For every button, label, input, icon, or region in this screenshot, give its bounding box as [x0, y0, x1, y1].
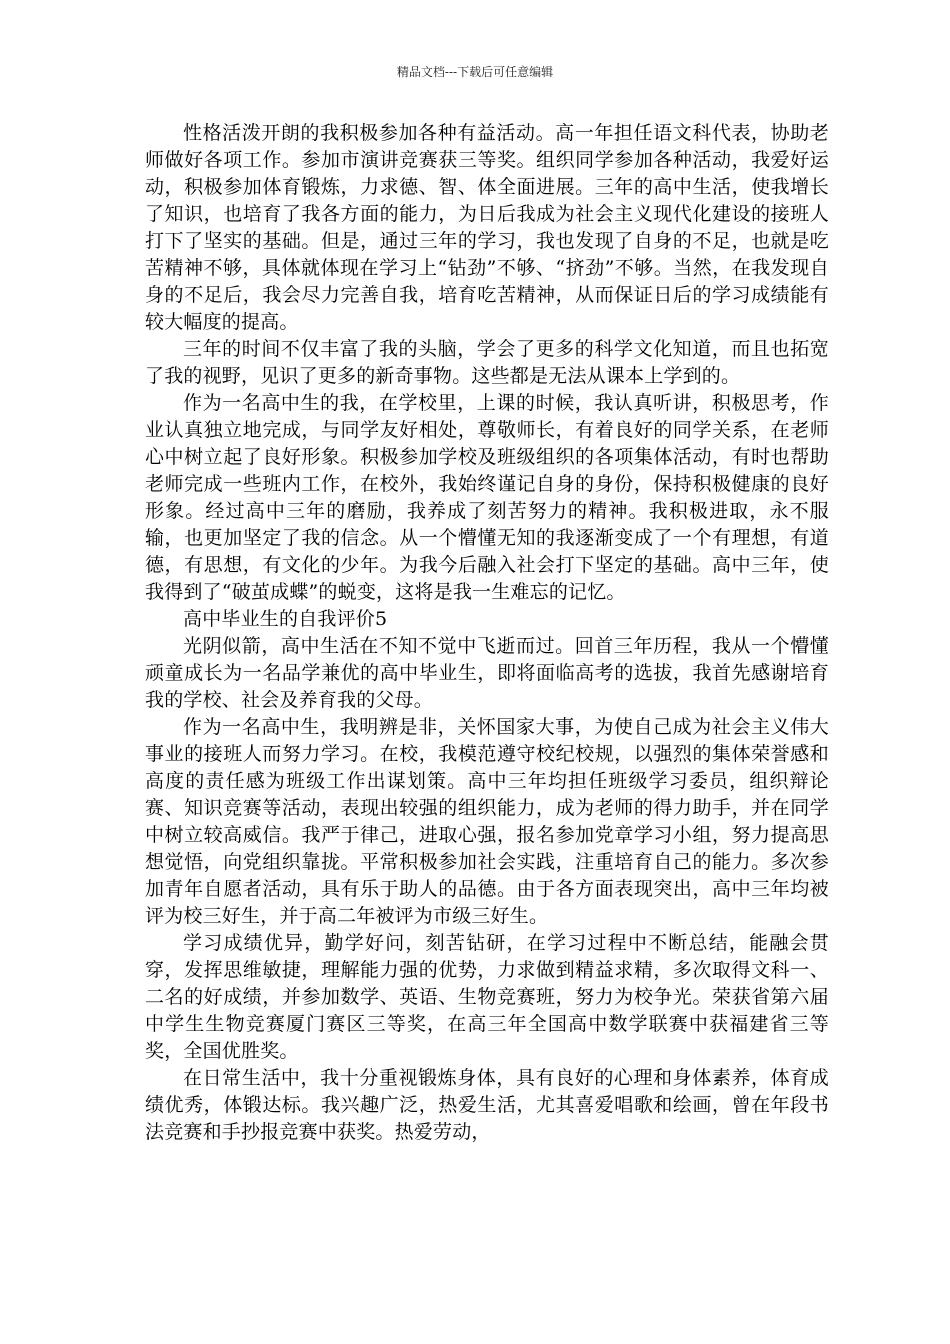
document-body — [145, 120, 829, 1146]
paragraph: 在日常生活中，我十分重视锻炼身体，具有良好的心理和身体素养，体育成绩优秀，体锻达标。我兴趣广泛，热爱生活，尤其喜爱唱歌和绘画，曾在年段书法竞赛和手抄报竞赛中获奖。热爱劳动， — [145, 1067, 829, 1143]
paragraph: 性格活泼开朗的我积极参加各种有益活动。高一年担任语文科代表，协助老师做好各项工作。参加市演讲竞赛获三等奖。组织同学参加各种活动，我爱好运动，积极参加体育锻炼，力求德、智、体全面进展。三年的高中生活，使我增长了知识，也培育了我各方面的能力，为日后我成为社会主义现代化建设的接班人打下了坚实的基础。但是，通过三年的学习，我也发现了自身的不足，也就是吃苦精神不够，具体就体现在学习上“钻劲”不够、“挤劲”不够。当然，在我发现自身的不足后，我会尽力完善自我，培育吃苦精神，从而保证日后的学习成绩能有较大幅度的提高。 — [145, 122, 829, 333]
paragraph: 光阴似箭，高中生活在不知不觉中飞逝而过。回首三年历程，我从一个懵懂顽童成长为一名品学兼优的高中毕业生，即将面临高考的选拔，我首先感谢培育我的学校、社会及养育我的父母。 — [145, 635, 829, 711]
section-heading: 高中毕业生的自我评价5 — [183, 608, 388, 630]
paragraph: 作为一名高中生，我明辨是非，关怀国家大事，为使自己成为社会主义伟大事业的接班人而努力学习。在校，我模范遵守校纪校规，以强烈的集体荣誉感和高度的责任感为班级工作出谋划策。高中三年均担任班级学习委员，组织辩论赛、知识竞赛等活动，表现出较强的组织能力，成为老师的得力助手，并在同学中树立较高威信。我严于律己，进取心强，报名参加党章学习小组，努力提高思想觉悟，向党组织靠拢。平常积极参加社会实践，注重培育自己的能力。多次参加青年自愿者活动，具有乐于助人的品德。由于各方面表现突出，高中三年均被评为校三好生，并于高二年被评为市级三好生。 — [145, 716, 829, 927]
paragraph: 学习成绩优异，勤学好问，刻苦钻研，在学习过程中不断总结，能融会贯穿，发挥思维敏捷，理解能力强的优势，力求做到精益求精，多次取得文科一、二名的好成绩，并参加数学、英语、生物竞赛班，努力为校争光。荣获省第六届中学生生物竞赛厦门赛区三等奖，在高三年全国高中数学联赛中获福建省三等奖，全国优胜奖。 — [145, 932, 829, 1062]
paragraph: 作为一名高中生的我，在学校里，上课的时候，我认真听讲，积极思考，作业认真独立地完成，与同学友好相处，尊敬师长，有着良好的同学关系，在老师心中树立起了良好形象。积极参加学校及班级组织的各项集体活动，有时也帮助老师完成一些班内工作，在校外，我始终谨记自身的身份，保持积极健康的良好形象。经过高中三年的磨励，我养成了刻苦努力的精神。我积极进取，永不服输，也更加坚定了我的信念。从一个懵懂无知的我逐渐变成了一个有理想，有道德，有思想，有文化的少年。为我今后融入社会打下坚定的基础。高中三年，使我得到了“破茧成蝶”的蜕变，这将是我一生难忘的记忆。 — [145, 392, 829, 603]
paragraph: 三年的时间不仅丰富了我的头脑，学会了更多的科学文化知道，而且也拓宽了我的视野，见识了更多的新奇事物。这些都是无法从课本上学到的。 — [145, 338, 829, 387]
page-header: 精品文档---下载后可任意编辑 — [396, 65, 554, 79]
